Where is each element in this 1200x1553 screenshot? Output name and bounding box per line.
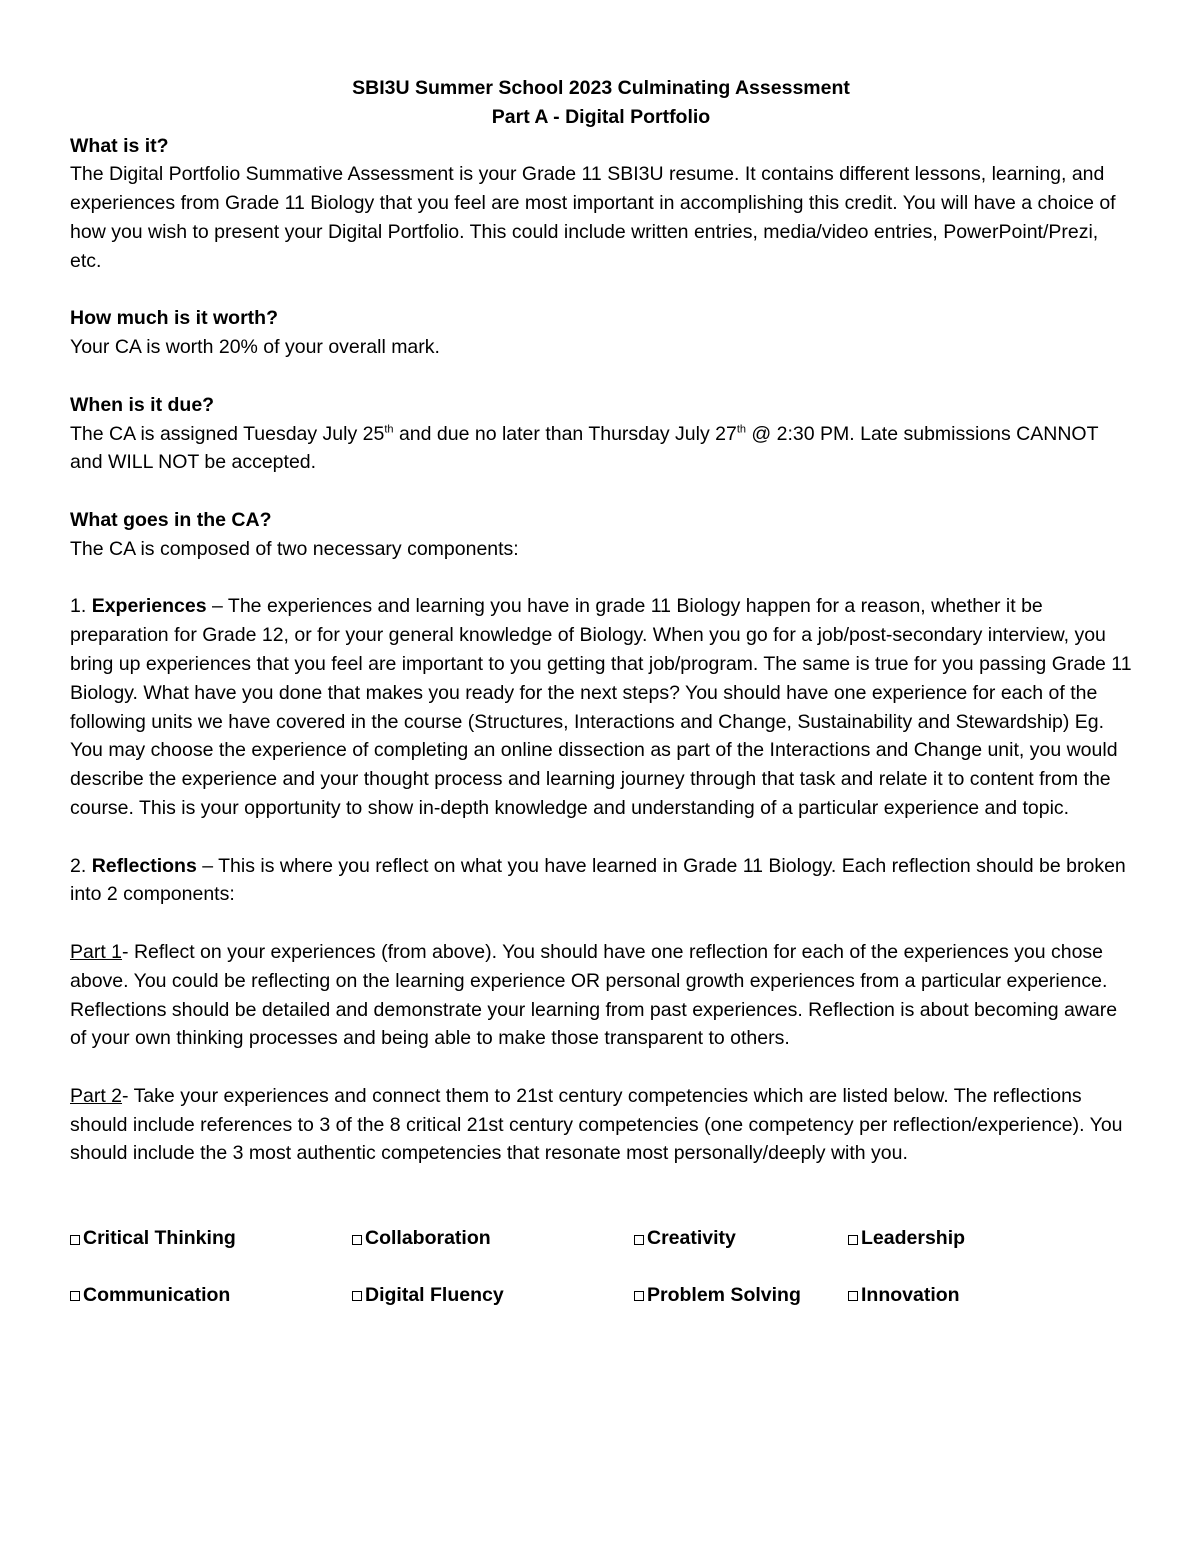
- competency-checklist: [70, 1224, 1132, 1310]
- competency-label: Innovation: [861, 1284, 960, 1307]
- worth-body: Your CA is worth 20% of your overall mark.: [70, 336, 440, 359]
- what-heading: What is it?: [70, 134, 169, 157]
- experiences-label: Experiences: [91, 595, 207, 618]
- checkbox-icon[interactable]: [352, 1235, 362, 1245]
- reflections-label: Reflections: [91, 854, 197, 877]
- competency-creativity[interactable]: [634, 1224, 848, 1253]
- competency-critical-thinking[interactable]: [70, 1224, 352, 1253]
- competency-label: Digital Fluency: [365, 1284, 504, 1307]
- checkbox-icon[interactable]: [352, 1291, 362, 1301]
- competency-label: Problem Solving: [647, 1284, 801, 1307]
- part1-body: - Reflect on your experiences (from above). You should have one reflection for each of the experiences you chose above. You could be reflecting on the learning experience OR personal growth experiences from a particular experience. Reflections should be detailed and demonstrate your learning from past experiences. Reflection is about becoming aware of your own thinking processes and being able to make those transparent to others.: [70, 940, 1118, 1050]
- due-sup-2: th: [736, 423, 747, 436]
- worth-heading: How much is it worth?: [70, 307, 278, 330]
- due-heading: When is it due?: [70, 393, 215, 416]
- checkbox-icon[interactable]: [70, 1291, 80, 1301]
- document-subtitle: Part A - Digital Portfolio: [491, 105, 711, 128]
- competency-digital-fluency[interactable]: [352, 1281, 634, 1310]
- document-title: SBI3U Summer School 2023 Culminating Assessment: [352, 77, 850, 99]
- experiences-number: 1.: [70, 595, 92, 618]
- reflections-body: – This is where you reflect on what you have learned in Grade 11 Biology. Each reflection should be broken into 2 components:: [70, 854, 1126, 906]
- competency-label: Communication: [83, 1284, 231, 1307]
- competency-innovation[interactable]: [848, 1281, 1048, 1310]
- due-sup-1: th: [384, 423, 394, 436]
- competency-communication[interactable]: [70, 1281, 352, 1310]
- due-body: [70, 420, 1132, 478]
- competency-leadership[interactable]: [848, 1224, 1048, 1253]
- due-text-2: and due no later than Thursday July 27: [393, 422, 737, 445]
- title-block: [70, 74, 1132, 132]
- competency-collaboration[interactable]: [352, 1224, 634, 1253]
- due-text-3: @ 2:30 PM. Late submissions CANNOT and WILL NOT be accepted.: [70, 422, 1099, 474]
- what-body: The Digital Portfolio Summative Assessment is your Grade 11 SBI3U resume. It contains different lessons, learning, and experiences from Grade 11 Biology that you feel are most important in accomplishing this credit. You will have a choice of how you wish to present your Digital Portfolio. This could include written entries, media/video entries, PowerPoint/Prezi, etc.: [70, 163, 1116, 272]
- contents-body: The CA is composed of two necessary components:: [70, 537, 519, 560]
- part2-paragraph: [70, 1082, 1132, 1168]
- competency-label: Collaboration: [365, 1227, 491, 1250]
- checkbox-icon[interactable]: [70, 1235, 80, 1245]
- part1-label: Part 1: [70, 940, 123, 963]
- part1-paragraph: [70, 938, 1132, 1053]
- experiences-body: – The experiences and learning you have in grade 11 Biology happen for a reason, whether it be preparation for Grade 12, or for your general knowledge of Biology. When you go for a job/post-secondary interview, you bring up experiences that you feel are important to you getting that job/program. The same is true for you passing Grade 11 Biology. What have you done that makes you ready for the next steps? You should have one experience for each of the following units we have covered in the course (Structures, Interactions and Change, Sustainability and Stewardship) Eg. You may choose the experience of completing an online dissection as part of the Interactions and Change unit, you would describe the experience and your thought process and learning journey through that task and relate it to content from the course. This is your opportunity to show in-depth knowledge and understanding of a particular experience and topic.: [70, 595, 1132, 819]
- checkbox-icon[interactable]: [848, 1291, 858, 1301]
- competency-problem-solving[interactable]: [634, 1281, 848, 1310]
- reflections-number: 2.: [70, 854, 92, 877]
- checkbox-icon[interactable]: [848, 1235, 858, 1245]
- reflections-paragraph: [70, 852, 1132, 910]
- checkbox-icon[interactable]: [634, 1291, 644, 1301]
- part2-body: - Take your experiences and connect them to 21st century competencies which are listed below. The reflections should include references to 3 of the 8 critical 21st century competencies (one competency per reflection/experience). You should include the 3 most authentic competencies that resonate most personally/deeply with you.: [70, 1084, 1123, 1165]
- part2-label: Part 2: [70, 1084, 123, 1107]
- experiences-paragraph: [70, 592, 1132, 822]
- competency-label: Critical Thinking: [83, 1227, 236, 1250]
- competency-label: Creativity: [647, 1227, 736, 1250]
- due-text-1: The CA is assigned Tuesday July 25: [70, 422, 385, 445]
- competency-label: Leadership: [861, 1227, 966, 1250]
- checkbox-icon[interactable]: [634, 1235, 644, 1245]
- contents-heading: What goes in the CA?: [70, 508, 272, 531]
